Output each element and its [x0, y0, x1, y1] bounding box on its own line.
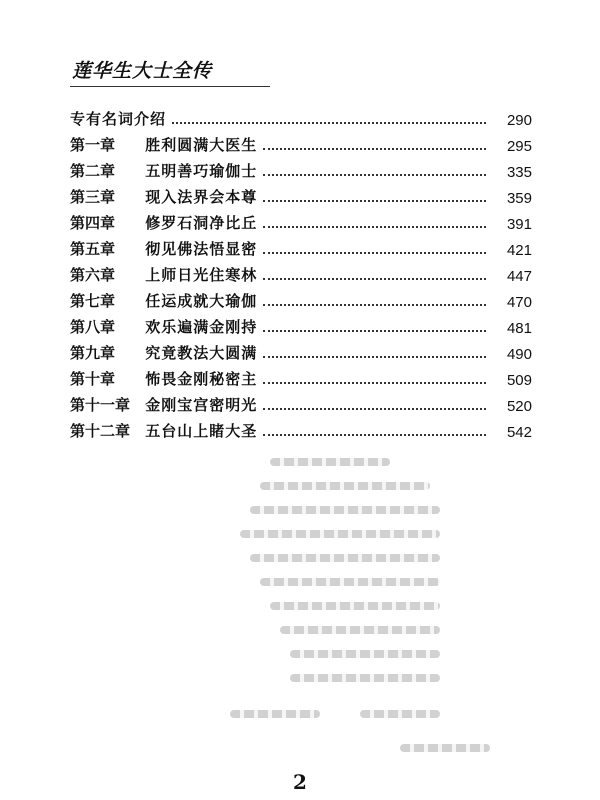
- toc-page-number: 509: [506, 372, 532, 389]
- bleed-through-line: [230, 710, 320, 718]
- toc-chapter-number: 第六章: [70, 266, 116, 284]
- toc-page-number: 447: [506, 268, 532, 285]
- toc-leader-dots: [263, 277, 486, 280]
- bleed-through-line: [400, 744, 490, 752]
- toc-entry: [70, 311, 532, 337]
- toc-page-number: 490: [506, 346, 532, 363]
- toc-entry-title: 怖畏金刚秘密主: [145, 370, 258, 388]
- book-title: 莲华生大士全传: [72, 60, 213, 82]
- toc-entry-title: 五明善巧瑜伽士: [145, 162, 258, 180]
- toc-entry: [70, 233, 532, 259]
- bleed-through-line: [260, 578, 440, 586]
- bleed-through-line: [360, 710, 440, 718]
- toc-leader-dots: [263, 355, 486, 358]
- toc-entry-title: 彻见佛法悟显密: [145, 240, 258, 258]
- toc-entry: [70, 103, 532, 129]
- toc-entry: [70, 259, 532, 285]
- toc-entry-title: 专有名词介绍: [70, 110, 167, 128]
- toc-entry-title: 胜利圆满大医生: [145, 136, 258, 154]
- bleed-through-line: [290, 650, 440, 658]
- toc-page-number: 295: [506, 138, 532, 155]
- toc-chapter-number: 第十二章: [70, 422, 131, 440]
- toc-page-number: 290: [506, 112, 532, 129]
- toc-page-number: 542: [506, 424, 532, 441]
- toc-leader-dots: [263, 329, 486, 332]
- toc-page-number: 481: [506, 320, 532, 337]
- toc-entry-title: 现入法界会本尊: [145, 188, 258, 206]
- toc-page-number: 359: [506, 190, 532, 207]
- toc-entry-title: 任运成就大瑜伽: [145, 292, 258, 310]
- toc-leader-dots: [263, 147, 486, 150]
- toc-entry: [70, 285, 532, 311]
- page-number: 2: [293, 770, 307, 794]
- toc-page-number: 520: [506, 398, 532, 415]
- toc-chapter-number: 第四章: [70, 214, 116, 232]
- toc-entry-title: 修罗石洞净比丘: [145, 214, 258, 232]
- bleed-through-line: [250, 506, 440, 514]
- bleed-through-text: [230, 458, 490, 758]
- toc-page-number: 335: [506, 164, 532, 181]
- toc-leader-dots: [263, 407, 486, 410]
- toc-page-number: 470: [506, 294, 532, 311]
- bleed-through-line: [280, 626, 440, 634]
- toc-leader-dots: [263, 303, 486, 306]
- toc-chapter-number: 第五章: [70, 240, 116, 258]
- bleed-through-line: [270, 602, 440, 610]
- bleed-through-line: [290, 674, 440, 682]
- toc-entry: [70, 363, 532, 389]
- toc-chapter-number: 第十章: [70, 370, 116, 388]
- toc-chapter-number: 第一章: [70, 136, 116, 154]
- toc-entry: [70, 129, 532, 155]
- toc-chapter-number: 第十一章: [70, 396, 131, 414]
- bleed-through-line: [250, 554, 440, 562]
- toc-entry: [70, 337, 532, 363]
- bleed-through-line: [240, 530, 440, 538]
- toc-entry: [70, 389, 532, 415]
- title-underline: [70, 86, 270, 87]
- toc-chapter-number: 第三章: [70, 188, 116, 206]
- toc-leader-dots: [263, 251, 486, 254]
- toc-entry-title: 上师日光住寒林: [145, 266, 258, 284]
- toc-chapter-number: 第九章: [70, 344, 116, 362]
- toc-entry: [70, 415, 532, 441]
- toc-entry-title: 金刚宝宫密明光: [145, 396, 258, 414]
- bleed-through-line: [260, 482, 430, 490]
- toc-chapter-number: 第七章: [70, 292, 116, 310]
- toc-leader-dots: [263, 433, 486, 436]
- toc-leader-dots: [263, 381, 486, 384]
- toc-chapter-number: 第八章: [70, 318, 116, 336]
- toc-leader-dots: [263, 173, 486, 176]
- toc-entry: [70, 207, 532, 233]
- toc-leader-dots: [263, 225, 486, 228]
- toc-entry: [70, 155, 532, 181]
- toc-entry-title: 五台山上睹大圣: [145, 422, 258, 440]
- toc-page-number: 421: [506, 242, 532, 259]
- toc-entry: [70, 181, 532, 207]
- toc-leader-dots: [172, 121, 486, 124]
- toc-chapter-number: 第二章: [70, 162, 116, 180]
- toc-leader-dots: [263, 199, 486, 202]
- bleed-through-line: [270, 458, 390, 466]
- toc-page-number: 391: [506, 216, 532, 233]
- toc-entry-title: 欢乐遍满金刚持: [145, 318, 258, 336]
- table-of-contents: [70, 103, 532, 441]
- toc-entry-title: 究竟教法大圆满: [145, 344, 258, 362]
